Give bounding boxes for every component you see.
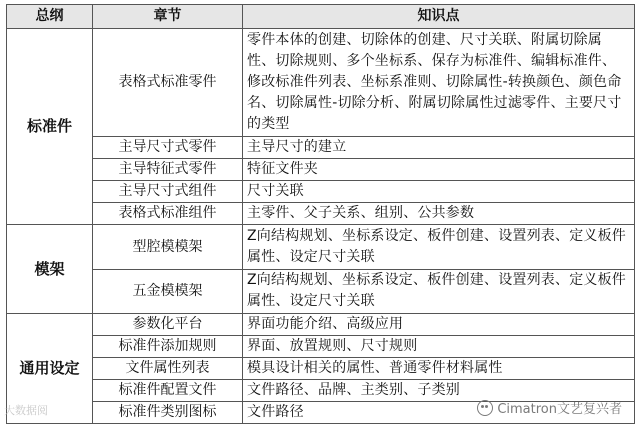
watermark-right xyxy=(477,398,622,417)
table-row xyxy=(7,225,635,269)
category-cell: 模架 xyxy=(7,225,93,313)
header-row xyxy=(7,5,635,29)
points-cell: 界面、放置规则、尺寸规则 xyxy=(243,335,635,357)
category-cell: 通用设定 xyxy=(7,313,93,423)
table-row xyxy=(7,29,635,137)
wechat-icon xyxy=(477,400,493,416)
points-cell: 尺寸关联 xyxy=(243,181,635,203)
points-cell: 界面功能介绍、高级应用 xyxy=(243,313,635,335)
table-row xyxy=(7,181,635,203)
chapter-cell: 五金模模架 xyxy=(93,269,243,313)
table-row xyxy=(7,203,635,225)
points-cell: 文件路径、品牌、主类别、子类别 xyxy=(243,379,635,401)
chapter-cell: 主导尺寸式零件 xyxy=(93,137,243,159)
category-cell: 标准件 xyxy=(7,29,93,225)
points-cell: 主导尺寸的建立 xyxy=(243,137,635,159)
points-cell: 特征文件夹 xyxy=(243,159,635,181)
chapter-cell: 型腔模模架 xyxy=(93,225,243,269)
chapter-cell: 标准件添加规则 xyxy=(93,335,243,357)
table-row xyxy=(7,357,635,379)
points-cell: Z向结构规划、坐标系设定、板件创建、设置列表、定义板件属性、设定尺寸关联 xyxy=(243,269,635,313)
watermark-right-text: Cimatron文艺复兴者 xyxy=(497,402,622,417)
course-outline-table xyxy=(6,4,635,424)
chapter-cell: 文件属性列表 xyxy=(93,357,243,379)
table-row xyxy=(7,137,635,159)
points-cell: 主零件、父子关系、组别、公共参数 xyxy=(243,203,635,225)
chapter-cell: 主导特征式零件 xyxy=(93,159,243,181)
chapter-cell: 标准件类别图标 xyxy=(93,401,243,423)
chapter-cell: 标准件配置文件 xyxy=(93,379,243,401)
chapter-cell: 表格式标准组件 xyxy=(93,203,243,225)
table-row xyxy=(7,335,635,357)
watermark-left: 大数据阅 xyxy=(4,404,48,417)
table-row xyxy=(7,269,635,313)
table-row xyxy=(7,313,635,335)
header-category: 总纲 xyxy=(7,5,93,29)
points-cell: Z向结构规划、坐标系设定、板件创建、设置列表、定义板件属性、设定尺寸关联 xyxy=(243,225,635,269)
points-cell: 文件路径 xyxy=(243,401,635,423)
table-row xyxy=(7,159,635,181)
chapter-cell: 主导尺寸式组件 xyxy=(93,181,243,203)
chapter-cell: 表格式标准零件 xyxy=(93,29,243,137)
points-cell: 模具设计相关的属性、普通零件材料属性 xyxy=(243,357,635,379)
header-points: 知识点 xyxy=(243,5,635,29)
points-cell: 零件本体的创建、切除体的创建、尺寸关联、附属切除属性、切除规则、多个坐标系、保存为标准件、编辑标准件、修改标准件列表、坐标系准则、切除属性-转换颜色、颜色命名、切除属性-切除分析、附属切除属性过滤零件、主要尺寸的类型 xyxy=(243,29,635,137)
header-chapter: 章节 xyxy=(93,5,243,29)
chapter-cell: 参数化平台 xyxy=(93,313,243,335)
